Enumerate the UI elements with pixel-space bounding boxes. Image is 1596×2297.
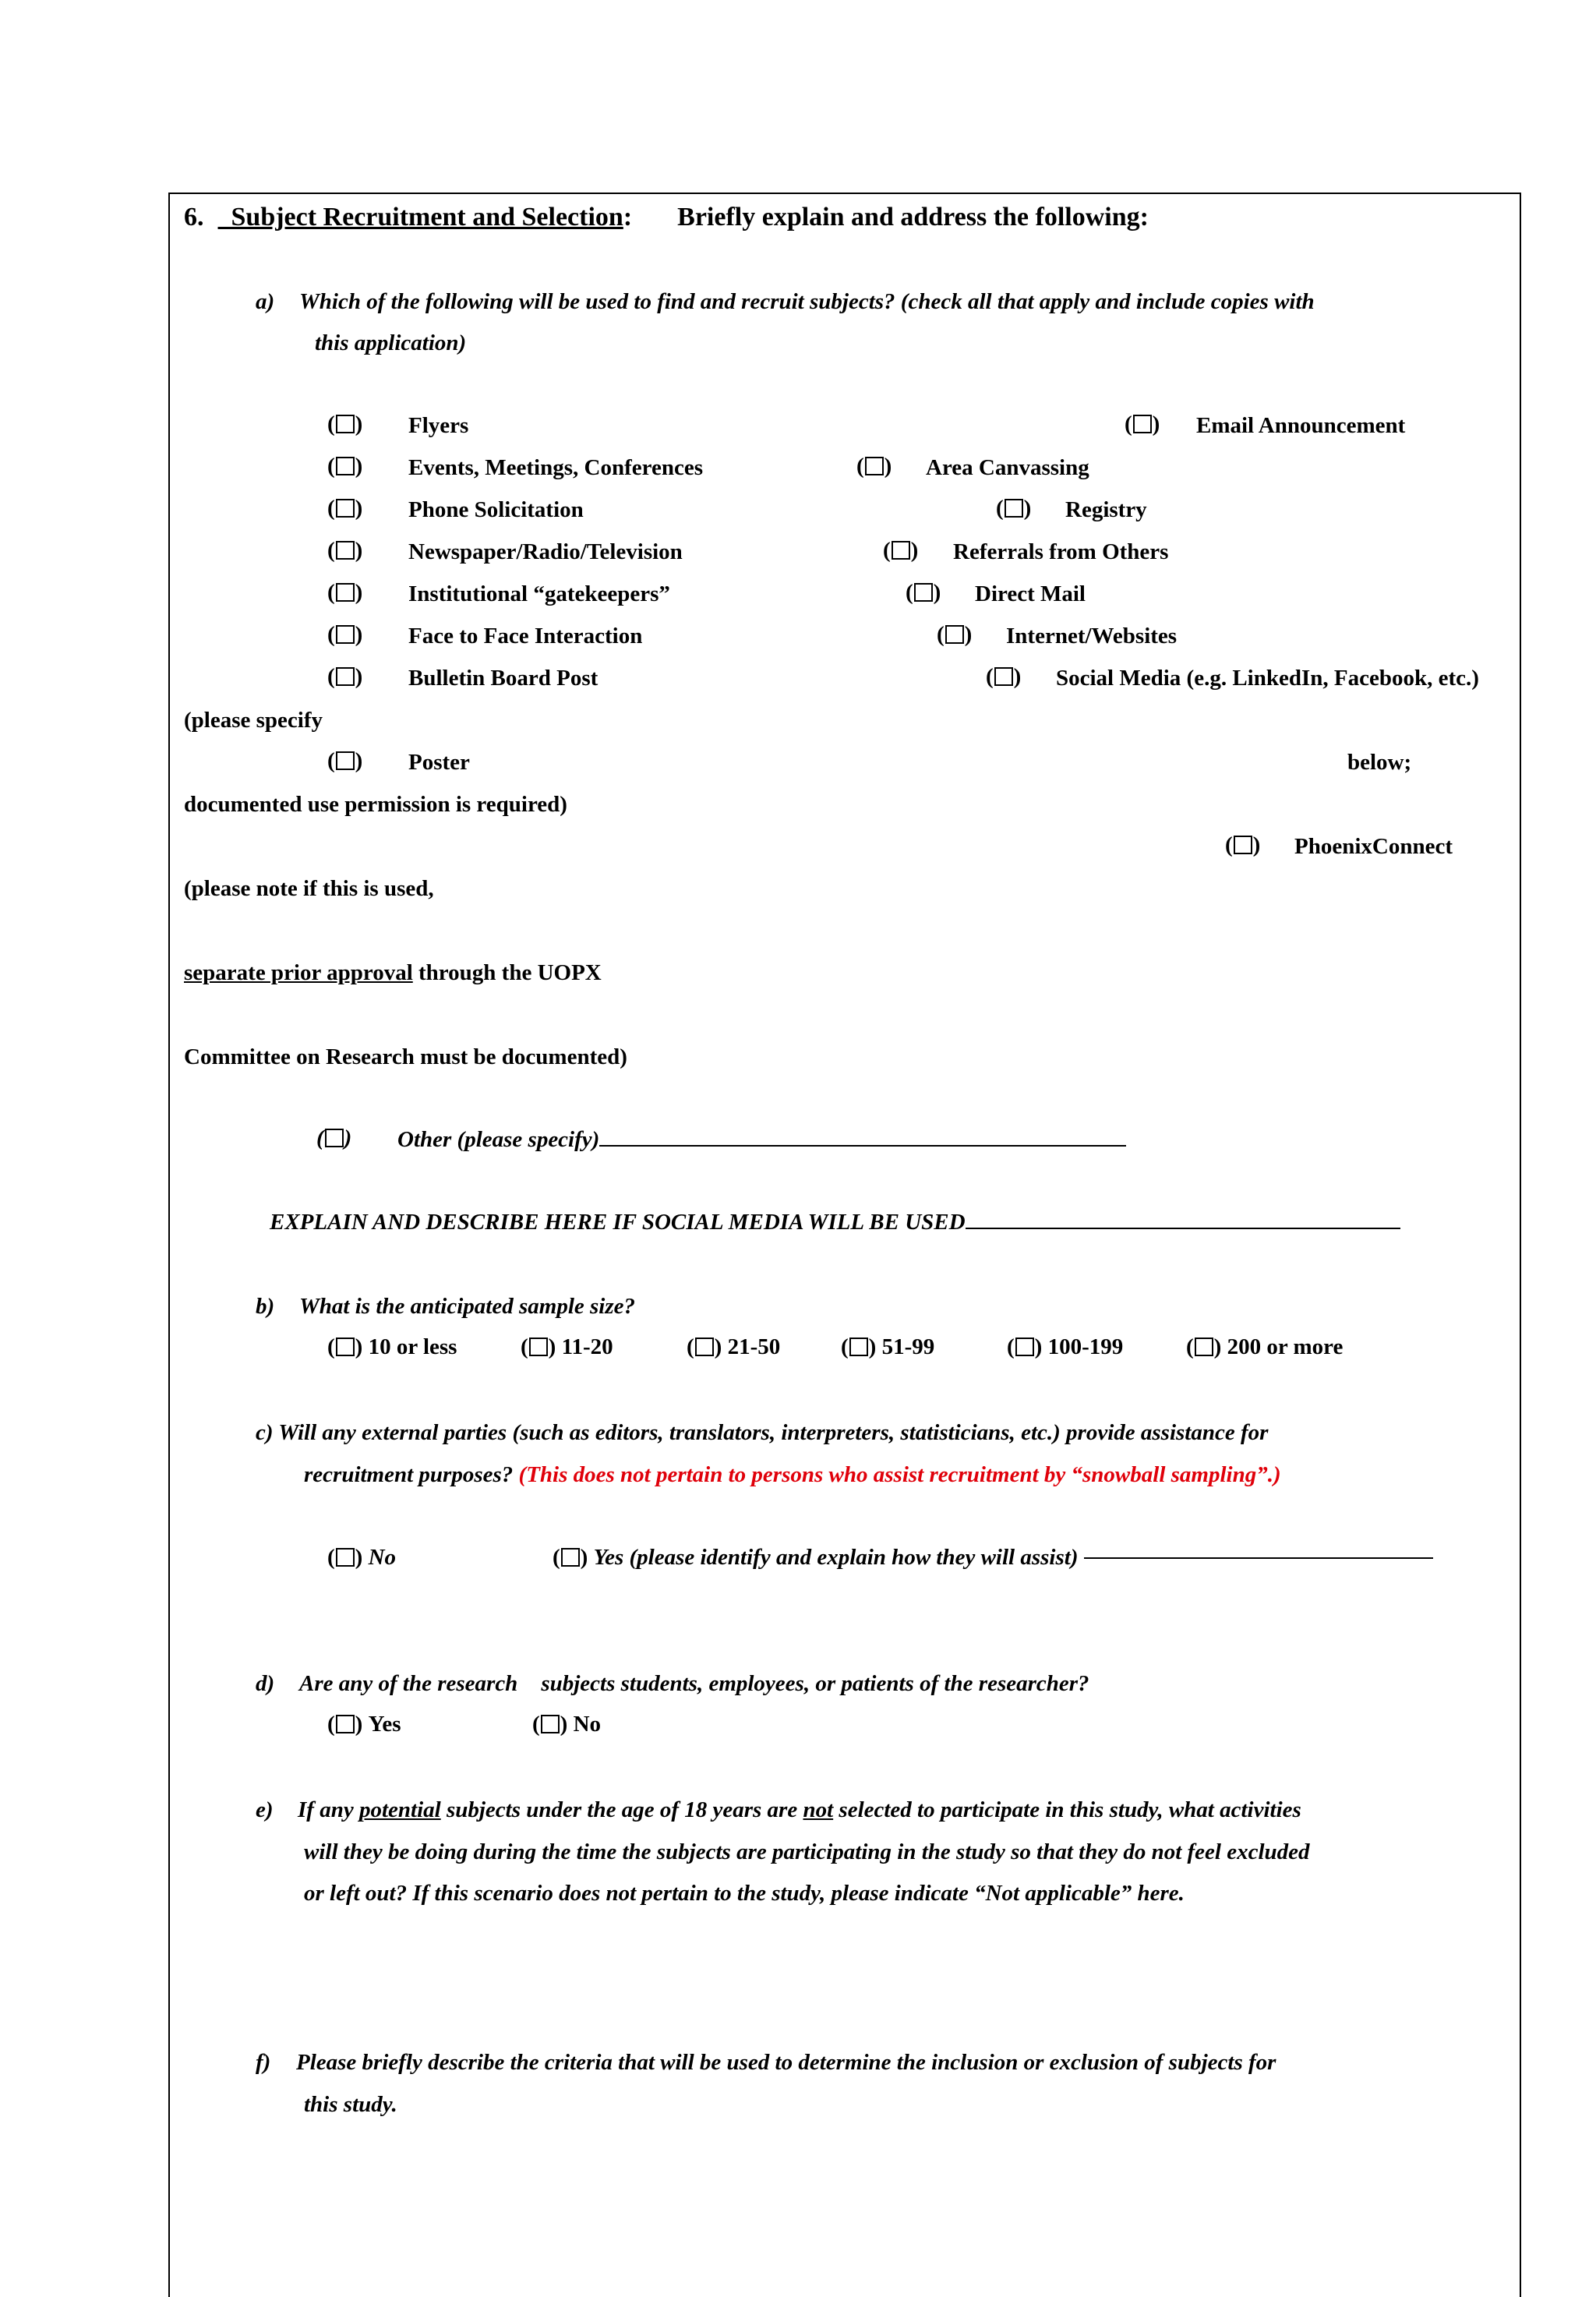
option-label-canvassing: Area Canvassing: [926, 455, 1089, 480]
checkbox-square[interactable]: [541, 1715, 560, 1733]
sample-size-option-21-50[interactable]: ( ) 21-50: [687, 1334, 781, 1359]
question-a-text: Which of the following will be used to find and recruit subjects? (check all that apply and include copies with: [299, 289, 1315, 314]
checkbox-square[interactable]: [1015, 1338, 1034, 1356]
option-label-direct-mail: Direct Mail: [975, 581, 1086, 606]
option-label-bulletin: Bulletin Board Post: [408, 666, 598, 691]
question-a-letter: a): [256, 289, 275, 314]
checkbox-square[interactable]: [994, 667, 1013, 686]
external-parties-no[interactable]: ( ) No: [327, 1545, 397, 1570]
checkbox-direct-mail[interactable]: ( ): [906, 580, 941, 605]
question-d-letter: d): [256, 1671, 275, 1696]
note-documented: documented use permission is required): [184, 792, 567, 817]
question-d-text: Are any of the research subjects students, employees, or patients of the researcher?: [299, 1671, 1089, 1696]
option-label-flyers: Flyers: [408, 413, 469, 438]
checkbox-events[interactable]: ( ): [327, 454, 363, 479]
option-label-social-media: Social Media (e.g. LinkedIn, Facebook, etc.): [1056, 666, 1479, 691]
note-please-specify: (please specify: [184, 708, 323, 733]
question-c-text: c) Will any external parties (such as editors, translators, interpreters, statisticians, etc.) provide assistance for: [256, 1420, 1269, 1445]
question-e-text-cont-2: or left out? If this scenario does not pertain to the study, please indicate “Not applicable” here.: [304, 1881, 1185, 1906]
sample-size-option-200-or-more[interactable]: ( ) 200 or more: [1186, 1334, 1344, 1359]
checkbox-square[interactable]: [336, 667, 355, 686]
checkbox-internet[interactable]: ( ): [937, 622, 973, 647]
explain-social-media-input[interactable]: [966, 1228, 1400, 1229]
checkbox-square[interactable]: [1234, 836, 1252, 854]
checkbox-square[interactable]: [336, 1548, 355, 1567]
question-a-text-cont: this application): [315, 330, 467, 355]
option-label-phone: Phone Solicitation: [408, 497, 584, 522]
section-heading: 6. Subject Recruitment and Selection: Briefly explain and address the following:: [184, 203, 1149, 231]
checkbox-face-to-face[interactable]: ( ): [327, 622, 363, 647]
checkbox-social-media[interactable]: ( ): [986, 664, 1022, 689]
checkbox-square[interactable]: [336, 1338, 355, 1356]
checkbox-square[interactable]: [336, 583, 355, 602]
external-parties-explain-input[interactable]: [1084, 1557, 1433, 1559]
checkbox-square[interactable]: [849, 1338, 868, 1356]
checkbox-square[interactable]: [325, 1129, 344, 1147]
checkbox-square[interactable]: [1195, 1338, 1213, 1356]
question-b-text: What is the anticipated sample size?: [299, 1294, 635, 1319]
checkbox-square[interactable]: [892, 541, 910, 560]
option-label-email: Email Announcement: [1196, 413, 1406, 438]
note-separate-approval: separate prior approval through the UOPX: [184, 960, 602, 985]
section-instruction: Briefly explain and address the following:: [677, 203, 1149, 231]
question-c-text-cont: recruitment purposes? (This does not pertain to persons who assist recruitment by “snowball sampling”.): [304, 1462, 1281, 1487]
question-e-text-cont: will they be doing during the time the subjects are participating in the study so that they do not feel excluded: [304, 1839, 1310, 1864]
sample-size-option-51-99[interactable]: ( ) 51-99: [841, 1334, 935, 1359]
note-please-note: (please note if this is used,: [184, 876, 434, 901]
question-f-text-cont: this study.: [304, 2092, 397, 2117]
checkbox-poster[interactable]: ( ): [327, 748, 363, 773]
option-label-face-to-face: Face to Face Interaction: [408, 624, 643, 648]
checkbox-square[interactable]: [336, 499, 355, 518]
researcher-relationship-yes[interactable]: ( ) Yes: [327, 1712, 401, 1737]
checkbox-square[interactable]: [1133, 415, 1152, 433]
option-label-events: Events, Meetings, Conferences: [408, 455, 704, 480]
question-e-text: If any potential subjects under the age of 18 years are not selected to participate in this study, what activities: [298, 1797, 1301, 1822]
other-specify-input[interactable]: [599, 1145, 1126, 1147]
sample-size-option-11-20[interactable]: ( ) 11-20: [521, 1334, 613, 1359]
checkbox-square[interactable]: [336, 541, 355, 560]
checkbox-flyers[interactable]: ( ): [327, 412, 363, 436]
checkbox-square[interactable]: [336, 751, 355, 770]
checkbox-canvassing[interactable]: ( ): [856, 454, 892, 479]
option-label-internet: Internet/Websites: [1006, 624, 1178, 648]
checkbox-phoenixconnect[interactable]: ( ): [1225, 832, 1261, 857]
question-e-letter: e): [256, 1797, 274, 1822]
option-label-gatekeepers: Institutional “gatekeepers”: [408, 581, 670, 606]
section-number: 6.: [184, 203, 204, 231]
checkbox-bulletin[interactable]: ( ): [327, 664, 363, 689]
note-below: below;: [1347, 750, 1412, 775]
option-label-poster: Poster: [408, 750, 470, 775]
question-b-letter: b): [256, 1294, 275, 1319]
checkbox-gatekeepers[interactable]: ( ): [327, 580, 363, 605]
form-section-frame: [168, 193, 1521, 2297]
checkbox-square[interactable]: [529, 1338, 548, 1356]
checkbox-square[interactable]: [865, 457, 884, 475]
option-label-referrals: Referrals from Others: [953, 539, 1169, 564]
note-committee: Committee on Research must be documented): [184, 1044, 627, 1069]
external-parties-yes[interactable]: ( ) Yes (please identify and explain how they will assist): [553, 1546, 1433, 1569]
snowball-note: (This does not pertain to persons who assist recruitment by “snowball sampling”.): [518, 1462, 1281, 1487]
explain-social-media: EXPLAIN AND DESCRIBE HERE IF SOCIAL MEDIA WILL BE USED: [270, 1211, 1400, 1234]
option-label-newspaper: Newspaper/Radio/Television: [408, 539, 683, 564]
checkbox-newspaper[interactable]: ( ): [327, 538, 363, 563]
checkbox-other[interactable]: ( ): [316, 1126, 352, 1150]
checkbox-square[interactable]: [336, 1715, 355, 1733]
other-specify: Other (please specify): [397, 1129, 1126, 1151]
checkbox-phone[interactable]: ( ): [327, 496, 363, 521]
checkbox-square[interactable]: [914, 583, 933, 602]
checkbox-square[interactable]: [1005, 499, 1023, 518]
researcher-relationship-no[interactable]: ( ) No: [532, 1712, 602, 1737]
checkbox-square[interactable]: [561, 1548, 580, 1567]
option-label-registry: Registry: [1065, 497, 1147, 522]
question-f-text: Please briefly describe the criteria that will be used to determine the inclusion or exclusion of subjects for: [296, 2050, 1276, 2075]
sample-size-option-100-199[interactable]: ( ) 100-199: [1007, 1334, 1124, 1359]
checkbox-registry[interactable]: ( ): [996, 496, 1032, 521]
question-f-letter: f): [256, 2050, 271, 2075]
checkbox-referrals[interactable]: ( ): [883, 538, 919, 563]
section-title: Subject Recruitment and Selection: [231, 203, 623, 231]
option-label-phoenixconnect: PhoenixConnect: [1294, 834, 1453, 859]
checkbox-square[interactable]: [945, 625, 964, 644]
sample-size-option-10-or-less[interactable]: ( ) 10 or less: [327, 1334, 457, 1359]
checkbox-square[interactable]: [336, 457, 355, 475]
checkbox-square[interactable]: [336, 625, 355, 644]
checkbox-square[interactable]: [336, 415, 355, 433]
checkbox-square[interactable]: [695, 1338, 714, 1356]
checkbox-email[interactable]: ( ): [1125, 412, 1160, 436]
